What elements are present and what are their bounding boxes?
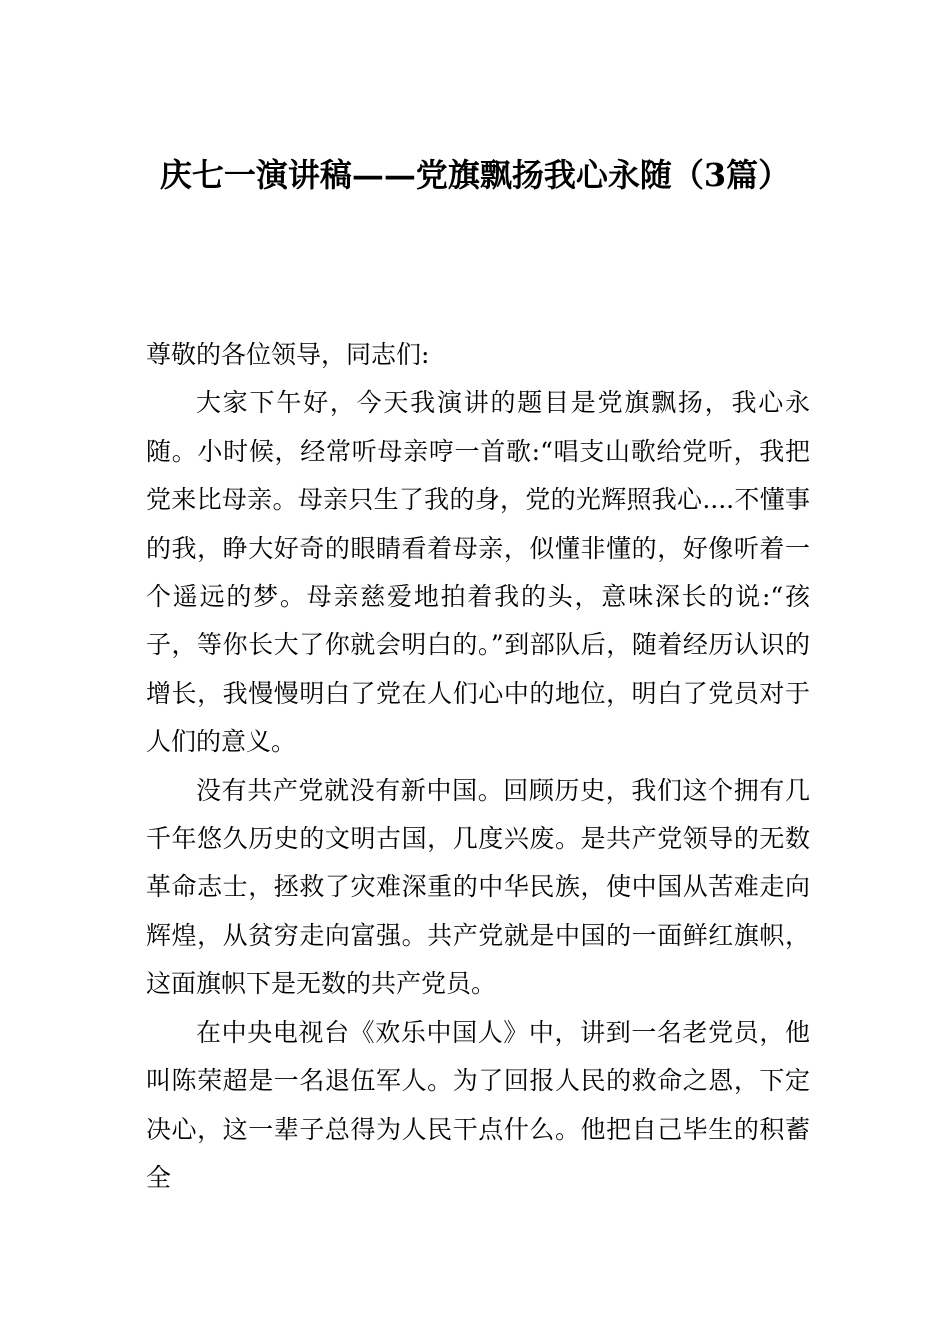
paragraph-1: 大家下午好，今天我演讲的题目是党旗飘扬，我心永随。小时候，经常听母亲哼一首歌:“唱支山歌给党听，我把党来比母亲。母亲只生了我的身，党的光辉照我心....不懂事的我，睁大好奇的眼睛看着母亲，似懂非懂的，好像听着一个遥远的梦。母亲慈爱地拍着我的头，意味深长的说:“孩子，等你长大了你就会明白的。”到部队后，随着经历认识的增长，我慢慢明白了党在人们心中的地位，明白了党员对于人们的意义。 [146, 388, 810, 757]
paragraph-3: 在中央电视台《欢乐中国人》中，讲到一名老党员，他叫陈荣超是一名退伍军人。为了回报人民的救命之恩，下定决心，这一辈子总得为人民干点什么。他把自己毕生的积蓄全 [146, 1017, 810, 1192]
document-title: 庆七一演讲稿——党旗飘扬我心永随（3篇） [159, 156, 791, 194]
salutation: 尊敬的各位领导，同志们: [146, 340, 430, 369]
paragraph-2: 没有共产党就没有新中国。回顾历史，我们这个拥有几千年悠久历史的文明古国，几度兴废。是共产党领导的无数革命志士，拯救了灾难深重的中华民族，使中国从苦难走向辉煌，从贫穷走向富强。共产党就是中国的一面鲜红旗帜，这面旗帜下是无数的共产党员。 [146, 775, 810, 999]
document-body [146, 331, 810, 1202]
